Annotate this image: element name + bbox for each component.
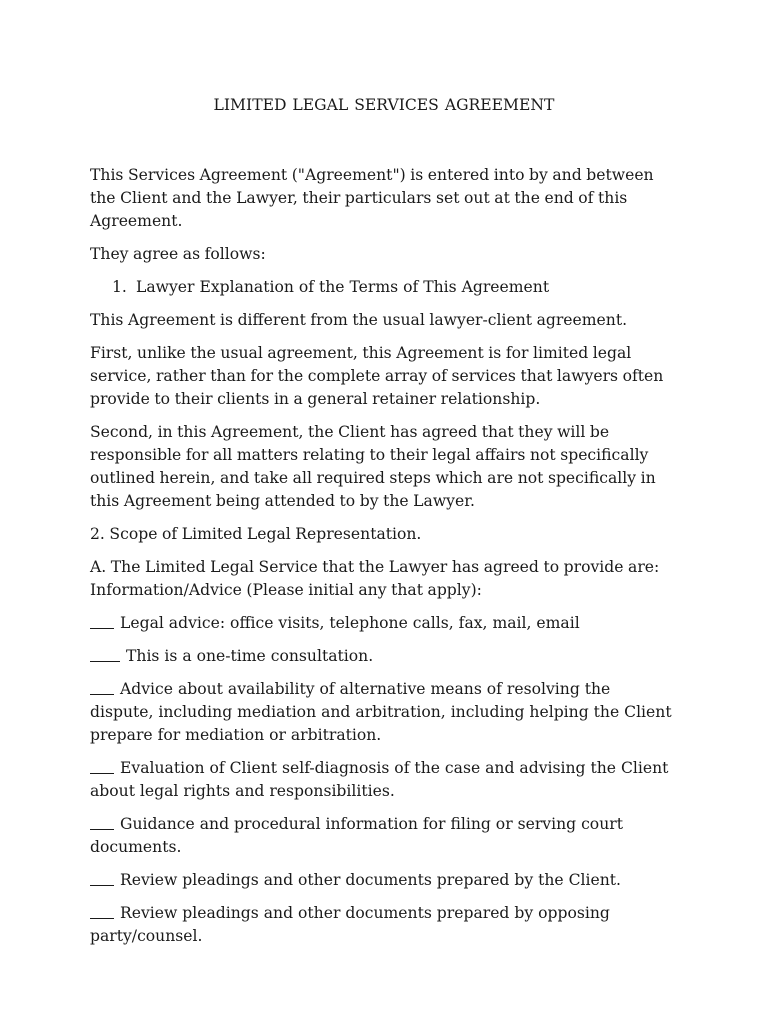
section-1-number: 1. — [112, 278, 127, 296]
option-text: This is a one-time consultation. — [126, 647, 374, 665]
option-text: Review pleadings and other documents prepared by the Client. — [120, 871, 622, 889]
option-review-opposing-pleadings — [90, 902, 678, 948]
initial-blank[interactable] — [90, 870, 114, 886]
initial-blank[interactable] — [90, 646, 120, 662]
option-text: Advice about availability of alternative means of resolving the dispute, including mediation and arbitration, including helping the Client prepare for mediation or arbitration. — [90, 680, 672, 744]
second-paragraph: Second, in this Agreement, the Client has agreed that they will be responsible for all matters relating to their legal affairs not specifically outlined herein, and take all required steps which are not specifically in this Agreement being attended to by the Lawyer. — [90, 423, 656, 510]
initial-blank[interactable] — [90, 613, 114, 629]
option-text: Guidance and procedural information for filing or serving court documents. — [90, 815, 623, 856]
initial-blank[interactable] — [90, 814, 114, 830]
agree-paragraph: They agree as follows: — [90, 245, 266, 263]
option-text: Legal advice: office visits, telephone calls, fax, mail, email — [120, 614, 580, 632]
option-procedural-guidance — [90, 813, 678, 859]
section-1-title: Lawyer Explanation of the Terms of This Agreement — [136, 278, 550, 296]
option-self-diagnosis-evaluation — [90, 757, 678, 803]
intro-paragraph: This Services Agreement ("Agreement") is entered into by and between the Client and the Lawyer, their particulars set out at the end of this Agreement. — [90, 166, 654, 230]
initial-blank[interactable] — [90, 903, 114, 919]
option-legal-advice — [90, 612, 678, 635]
different-paragraph: This Agreement is different from the usual lawyer-client agreement. — [90, 311, 628, 329]
initial-blank[interactable] — [90, 758, 114, 774]
option-text: Review pleadings and other documents prepared by opposing party/counsel. — [90, 904, 610, 945]
option-review-client-pleadings — [90, 869, 678, 892]
document-title: LIMITED LEGAL SERVICES AGREEMENT — [213, 96, 555, 114]
section-1-heading — [90, 276, 678, 299]
initial-blank[interactable] — [90, 679, 114, 695]
option-text: Evaluation of Client self-diagnosis of the case and advising the Client about legal rights and responsibilities. — [90, 759, 669, 800]
section-2-heading: 2. Scope of Limited Legal Representation. — [90, 525, 422, 543]
option-alternative-dispute-advice — [90, 678, 678, 747]
option-one-time-consultation — [90, 645, 678, 668]
first-paragraph: First, unlike the usual agreement, this Agreement is for limited legal service, rather than for the complete array of services that lawyers often provide to their clients in a general retainer relationship. — [90, 344, 664, 408]
section-2a-paragraph: A. The Limited Legal Service that the Lawyer has agreed to provide are: Information/Advice (Please initial any that apply): — [90, 558, 660, 599]
